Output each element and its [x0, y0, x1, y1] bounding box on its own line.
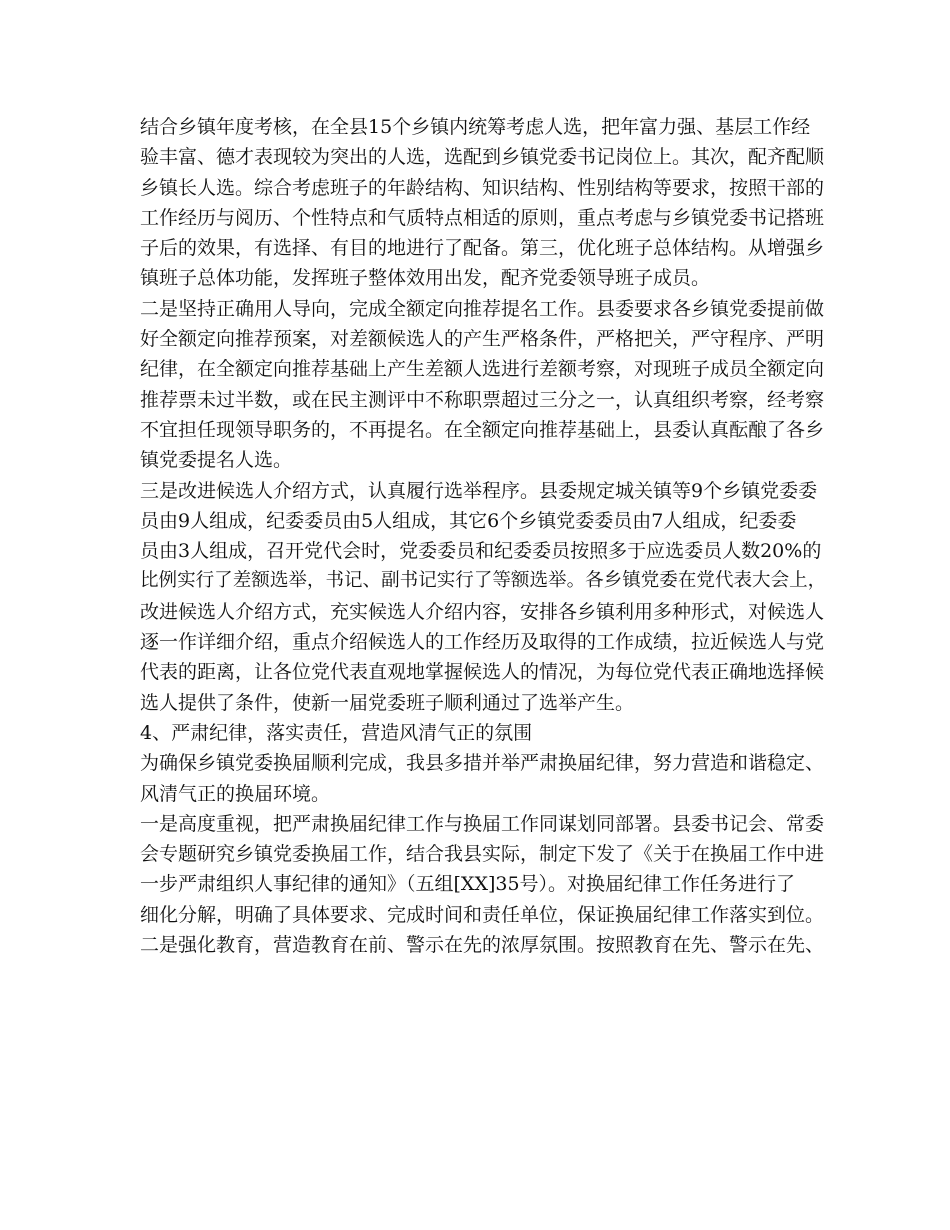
text-line: 好全额定向推荐预案，对差额候选人的产生严格条件，严格把关，严守程序、严明: [140, 328, 825, 351]
text-line: 工作经历与阅历、个性特点和气质特点相适的原则，重点考虑与乡镇党委书记搭班: [140, 206, 825, 229]
text-line: 细化分解，明确了具体要求、完成时间和责任单位，保证换届纪律工作落实到位。: [140, 903, 825, 926]
text-line: 代表的距离，让各位党代表直观地掌握候选人的情况，为每位党代表正确地选择候: [140, 661, 825, 684]
text-line: 一步严肃组织人事纪律的通知》（五组[XX]35号）。对换届纪律工作任务进行了: [140, 873, 796, 896]
text-line: 员由9人组成，纪委委员由5人组成，其它6个乡镇党委委员由7人组成，纪委委: [140, 509, 797, 532]
text-line: 乡镇长人选。综合考虑班子的年龄结构、知识结构、性别结构等要求，按照干部的: [140, 176, 825, 199]
text-line: 选人提供了条件，使新一届党委班子顺利通过了选举产生。: [140, 691, 635, 714]
text-line: 推荐票未过半数，或在民主测评中不称职票超过三分之一，认真组织考察，经考察: [140, 388, 825, 411]
text-line: 为确保乡镇党委换届顺利完成，我县多措并举严肃换届纪律，努力营造和谐稳定、: [140, 752, 825, 775]
text-line: 4、严肃纪律，落实责任，营造风清气正的氛围: [140, 721, 533, 744]
text-line: 三是改进候选人介绍方式，认真履行选举程序。县委规定城关镇等9个乡镇党委委: [140, 479, 818, 502]
text-line: 一是高度重视，把严肃换届纪律工作与换届工作同谋划同部署。县委书记会、常委: [140, 812, 825, 835]
text-line: 纪律，在全额定向推荐基础上产生差额人选进行差额考察，对现班子成员全额定向: [140, 358, 825, 381]
text-line: 员由3人组成，召开党代会时，党委委员和纪委委员按照多于应选委员人数20%的: [140, 540, 822, 563]
document-body: [140, 112, 830, 960]
text-line: 风清气正的换届环境。: [140, 782, 331, 805]
text-line: 验丰富、德才表现较为突出的人选，选配到乡镇党委书记岗位上。其次，配齐配顺: [140, 146, 825, 169]
text-line: 镇党委提名人选。: [140, 449, 293, 472]
text-line: 二是强化教育，营造教育在前、警示在先的浓厚氛围。按照教育在先、警示在先、: [140, 934, 825, 957]
text-line: 镇班子总体功能，发挥班子整体效用出发，配齐党委领导班子成员。: [140, 267, 711, 290]
text-line: 结合乡镇年度考核，在全县15个乡镇内统筹考虑人选，把年富力强、基层工作经: [140, 116, 811, 138]
text-line: 会专题研究乡镇党委换届工作，结合我县实际，制定下发了《关于在换届工作中进: [140, 843, 825, 866]
text-line: 不宜担任现领导职务的，不再提名。在全额定向推荐基础上，县委认真酝酿了各乡: [140, 418, 825, 441]
text-line: 二是坚持正确用人导向，完成全额定向推荐提名工作。县委要求各乡镇党委提前做: [140, 297, 825, 320]
text-line: 子后的效果，有选择、有目的地进行了配备。第三，优化班子总体结构。从增强乡: [140, 237, 825, 260]
text-line: 逐一作详细介绍，重点介绍候选人的工作经历及取得的工作成绩，拉近候选人与党: [140, 631, 825, 654]
text-line: 比例实行了差额选举，书记、副书记实行了等额选举。各乡镇党委在党代表大会上，: [140, 570, 827, 592]
text-line: 改进候选人介绍方式，充实候选人介绍内容，安排各乡镇利用多种形式，对候选人: [140, 600, 825, 623]
